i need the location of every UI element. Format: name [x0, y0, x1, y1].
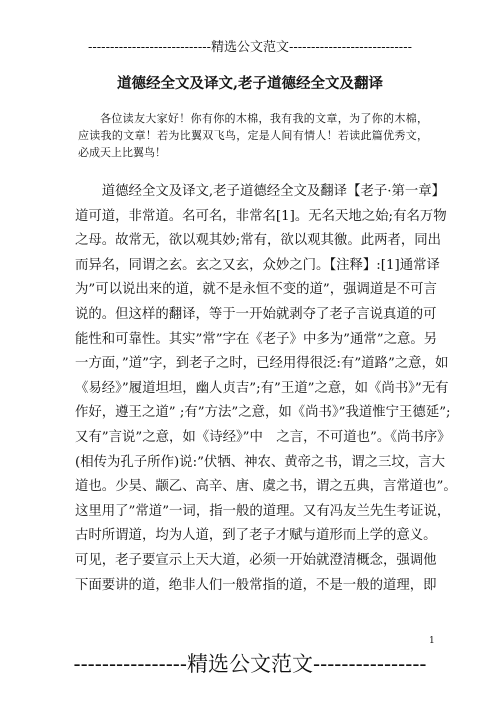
body-line: 这里用了”常道”一词，指一般的道理。又有冯友兰先生考证说，: [75, 503, 451, 519]
header-banner: ----------------------------精选公文范文----------------------------: [88, 40, 412, 55]
body-line: 下面要讲的道，绝非人们一般常指的道，不是一般的道理，即: [75, 577, 437, 593]
document-title: 道德经全文及译文,老子道德经全文及翻译: [116, 75, 384, 92]
body-line: 可见，老子要宣示上天大道，必须一开始就澄清概念，强调他: [75, 552, 437, 568]
body-line: 一方面，”道”字，到老子之时，已经用得很泛:有”道路”之意，如: [75, 356, 449, 372]
page-number: 1: [429, 636, 435, 646]
body-line: 又有”言说”之意，如《诗经》”中 之言，不可道也”。《尚书序》: [75, 429, 451, 445]
body-line: 作好，遵王之道” ;有”方法”之意，如《尚书》”我道惟宁王德延”;: [75, 405, 451, 421]
body-line: 为”可以说出来的道，就不是永恒不变的道”，强调道是不可言: [75, 282, 437, 298]
body-line: 而异名，同谓之玄。玄之又玄，众妙之门。【注释】:[1]通常译: [75, 257, 440, 273]
footer-banner: ----------------精选公文范文----------------: [73, 652, 427, 676]
body-text: [75, 180, 457, 598]
body-line: 之母。故常无，欲以观其妙;常有，欲以观其徼。此两者，同出: [75, 233, 442, 249]
body-line: 道也。少昊、颛乙、高辛、唐、虞之书，谓之五典，言常道也”。: [75, 479, 457, 495]
body-line: 说的。但这样的翻译，等于一开始就剥夺了老子言说真道的可: [75, 306, 437, 322]
body-line: (相传为孔子所作)说:”伏牺、神农、黄帝之书，谓之三坟，言大: [75, 454, 445, 470]
body-line: 道德经全文及译文,老子道德经全文及翻译【老子·第一章】: [75, 184, 446, 199]
body-line: 古时所谓道，均为人道，到了老子才赋与道形而上学的意义。: [75, 528, 437, 544]
intro-paragraph: 各位读友大家好！你有你的木棉，我有我的文章，为了你的木棉，应读我的文章！若为比翼双飞鸟，定是人间有情人！若读此篇优秀文，必成天上比翼鸟！: [78, 112, 428, 159]
body-line: 道可道，非常道。名可名，非常名[1]。无名天地之始;有名万物: [75, 208, 447, 224]
body-line: 能性和可靠性。其实”常”字在《老子》中多为”通常”之意。另: [75, 331, 438, 347]
body-line: 《易经》”履道坦坦，幽人贞吉”;有”王道”之意，如《尚书》”无有: [75, 380, 449, 396]
